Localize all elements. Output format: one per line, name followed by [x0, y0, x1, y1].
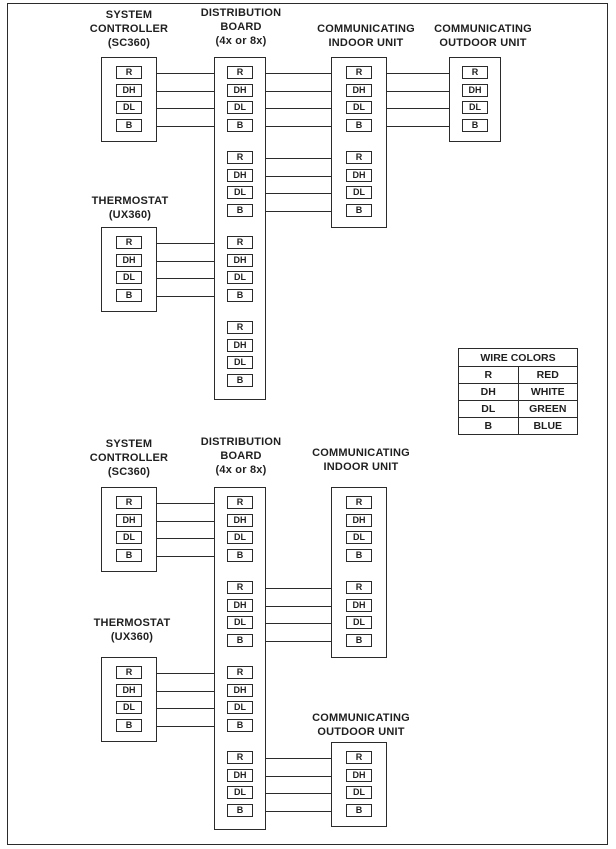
terminal-DH: DH [227, 84, 253, 97]
label-line: THERMOSTAT [91, 195, 169, 207]
terminal-R: R [346, 66, 372, 79]
connection-controller-to-board [157, 496, 214, 563]
terminal-B: B [227, 204, 253, 217]
wire-B [266, 811, 331, 812]
label-line: (SC360) [107, 466, 151, 478]
label-line: (4x or 8x) [215, 464, 267, 476]
terminal-R: R [227, 496, 253, 509]
outdoor-unit-terminals [462, 66, 488, 133]
terminal-B: B [227, 549, 253, 562]
wire-B [157, 726, 214, 727]
terminal-B: B [346, 804, 372, 817]
wire-R [266, 73, 331, 74]
distribution-board-label [176, 6, 306, 48]
terminal-DH: DH [116, 84, 142, 97]
terminal-B: B [116, 289, 142, 302]
terminal-DL: DL [346, 186, 372, 199]
terminal-DL: DL [346, 786, 372, 799]
label-line: INDOOR UNIT [328, 37, 404, 49]
wire-DL [266, 623, 331, 624]
terminal-DL: DL [227, 356, 253, 369]
terminal-R: R [227, 581, 253, 594]
thermostat-label [67, 616, 197, 644]
label-line: THERMOSTAT [93, 617, 171, 629]
wire-DL [266, 108, 331, 109]
terminal-B: B [227, 719, 253, 732]
wire-code: DH [459, 384, 519, 401]
wire-B [157, 126, 214, 127]
label-line: INDOOR UNIT [323, 461, 399, 473]
terminal-B: B [227, 119, 253, 132]
outdoor-unit-label [296, 711, 426, 739]
label-line: (UX360) [110, 631, 154, 643]
wire-color-name: GREEN [518, 401, 578, 418]
connection-thermostat-to-board [157, 666, 214, 733]
terminal-R: R [116, 666, 142, 679]
wire-color-row [459, 384, 578, 401]
terminal-B: B [346, 549, 372, 562]
terminal-B: B [227, 289, 253, 302]
wire-R [266, 588, 331, 589]
distribution-board-terminals-2 [227, 151, 253, 218]
distribution-board-terminals-3 [227, 666, 253, 733]
wire-B [266, 641, 331, 642]
connection-board-to-indoor-2 [266, 151, 331, 218]
system-controller-terminals [116, 496, 142, 563]
label-line: SYSTEM [105, 438, 153, 450]
terminal-R: R [346, 581, 372, 594]
indoor-unit-terminals-2 [346, 151, 372, 218]
terminal-DL: DL [227, 616, 253, 629]
wire-DL [157, 708, 214, 709]
label-line: CONTROLLER [89, 452, 169, 464]
label-line: OUTDOOR UNIT [439, 37, 527, 49]
terminal-B: B [116, 719, 142, 732]
terminal-DH: DH [462, 84, 488, 97]
thermostat-terminals [116, 666, 142, 733]
terminal-DH: DH [346, 84, 372, 97]
terminal-B: B [227, 374, 253, 387]
wire-code: B [459, 418, 519, 435]
terminal-DL: DL [116, 101, 142, 114]
connection-indoor-to-outdoor [387, 66, 449, 133]
terminal-DL: DL [227, 786, 253, 799]
terminal-B: B [116, 549, 142, 562]
terminal-DH: DH [227, 599, 253, 612]
distribution-board-terminals-1 [227, 66, 253, 133]
wire-R [157, 73, 214, 74]
terminal-DH: DH [346, 769, 372, 782]
wire-R [157, 673, 214, 674]
wire-colors-table [458, 348, 578, 435]
connection-board-to-indoor [266, 581, 331, 648]
wire-color-row [459, 418, 578, 435]
label-line: BOARD [220, 21, 262, 33]
label-line: SYSTEM [105, 9, 153, 21]
terminal-DL: DL [116, 271, 142, 284]
terminal-DL: DL [116, 701, 142, 714]
terminal-R: R [116, 66, 142, 79]
label-line: COMMUNICATING [312, 712, 410, 724]
wire-R [157, 503, 214, 504]
terminal-DH: DH [227, 254, 253, 267]
terminal-DH: DH [116, 684, 142, 697]
terminal-DH: DH [227, 339, 253, 352]
label-line: (4x or 8x) [215, 35, 267, 47]
terminal-B: B [227, 634, 253, 647]
indoor-unit-terminals-2 [346, 581, 372, 648]
label-line: COMMUNICATING [312, 447, 410, 459]
wire-B [266, 211, 331, 212]
distribution-board-terminals-4 [227, 321, 253, 388]
terminal-DL: DL [462, 101, 488, 114]
wire-R [387, 73, 449, 74]
terminal-DH: DH [227, 684, 253, 697]
wire-colors-title: WIRE COLORS [459, 349, 578, 367]
distribution-board-terminals-2 [227, 581, 253, 648]
terminal-R: R [346, 151, 372, 164]
wire-code: DL [459, 401, 519, 418]
connection-thermostat-to-board [157, 236, 214, 303]
terminal-R: R [116, 236, 142, 249]
wire-DH [157, 91, 214, 92]
wire-color-name: WHITE [518, 384, 578, 401]
label-line: (SC360) [107, 37, 151, 49]
terminal-DH: DH [116, 514, 142, 527]
terminal-DL: DL [116, 531, 142, 544]
terminal-DH: DH [346, 599, 372, 612]
connection-board-to-indoor-1 [266, 66, 331, 133]
terminal-B: B [462, 119, 488, 132]
label-line: COMMUNICATING [434, 23, 532, 35]
wire-DH [157, 521, 214, 522]
wire-color-row [459, 401, 578, 418]
wire-DL [157, 278, 214, 279]
wire-DH [266, 606, 331, 607]
wire-color-row [459, 367, 578, 384]
label-line: (UX360) [108, 209, 152, 221]
terminal-R: R [227, 66, 253, 79]
terminal-DL: DL [346, 101, 372, 114]
terminal-DL: DL [227, 271, 253, 284]
terminal-R: R [227, 151, 253, 164]
thermostat-terminals [116, 236, 142, 303]
wire-DL [266, 793, 331, 794]
terminal-R: R [346, 751, 372, 764]
wire-color-name: RED [518, 367, 578, 384]
system-controller-terminals [116, 66, 142, 133]
wire-DL [387, 108, 449, 109]
terminal-DL: DL [227, 531, 253, 544]
wire-DH [387, 91, 449, 92]
terminal-DH: DH [346, 169, 372, 182]
terminal-DH: DH [227, 514, 253, 527]
terminal-B: B [346, 119, 372, 132]
terminal-R: R [227, 751, 253, 764]
terminal-R: R [227, 236, 253, 249]
wire-DH [157, 691, 214, 692]
terminal-DH: DH [227, 169, 253, 182]
wire-B [387, 126, 449, 127]
indoor-unit-label [296, 446, 426, 474]
wire-R [266, 158, 331, 159]
outdoor-unit-terminals [346, 751, 372, 818]
terminal-B: B [346, 204, 372, 217]
terminal-R: R [462, 66, 488, 79]
terminal-DH: DH [116, 254, 142, 267]
terminal-R: R [227, 321, 253, 334]
label-line: BOARD [220, 450, 262, 462]
wire-DH [157, 261, 214, 262]
indoor-unit-label [301, 22, 431, 50]
wire-DH [266, 91, 331, 92]
wire-B [157, 296, 214, 297]
wire-B [157, 556, 214, 557]
terminal-DL: DL [227, 186, 253, 199]
distribution-board-terminals-4 [227, 751, 253, 818]
thermostat-label [65, 194, 195, 222]
wire-DL [157, 108, 214, 109]
terminal-B: B [346, 634, 372, 647]
terminal-DH: DH [227, 769, 253, 782]
connection-controller-to-board [157, 66, 214, 133]
terminal-R: R [227, 666, 253, 679]
label-line: OUTDOOR UNIT [317, 726, 405, 738]
wire-code: R [459, 367, 519, 384]
distribution-board-terminals-1 [227, 496, 253, 563]
wire-colors-header-row [459, 349, 578, 367]
terminal-DH: DH [346, 514, 372, 527]
terminal-DL: DL [227, 101, 253, 114]
distribution-board-terminals-3 [227, 236, 253, 303]
system-controller-label [64, 437, 194, 479]
label-line: CONTROLLER [89, 23, 169, 35]
wire-DH [266, 776, 331, 777]
indoor-unit-terminals-1 [346, 496, 372, 563]
terminal-R: R [116, 496, 142, 509]
terminal-B: B [227, 804, 253, 817]
label-line: COMMUNICATING [317, 23, 415, 35]
terminal-DL: DL [346, 616, 372, 629]
wire-color-name: BLUE [518, 418, 578, 435]
terminal-B: B [116, 119, 142, 132]
system-controller-label [64, 8, 194, 50]
indoor-unit-terminals-1 [346, 66, 372, 133]
label-line: DISTRIBUTION [200, 7, 282, 19]
wire-DL [157, 538, 214, 539]
wire-DL [266, 193, 331, 194]
terminal-DL: DL [227, 701, 253, 714]
terminal-R: R [346, 496, 372, 509]
wire-DH [266, 176, 331, 177]
distribution-board-label [176, 435, 306, 477]
wire-R [266, 758, 331, 759]
connection-board-to-outdoor [266, 751, 331, 818]
wire-B [266, 126, 331, 127]
label-line: DISTRIBUTION [200, 436, 282, 448]
outdoor-unit-label [418, 22, 548, 50]
wire-R [157, 243, 214, 244]
terminal-DL: DL [346, 531, 372, 544]
